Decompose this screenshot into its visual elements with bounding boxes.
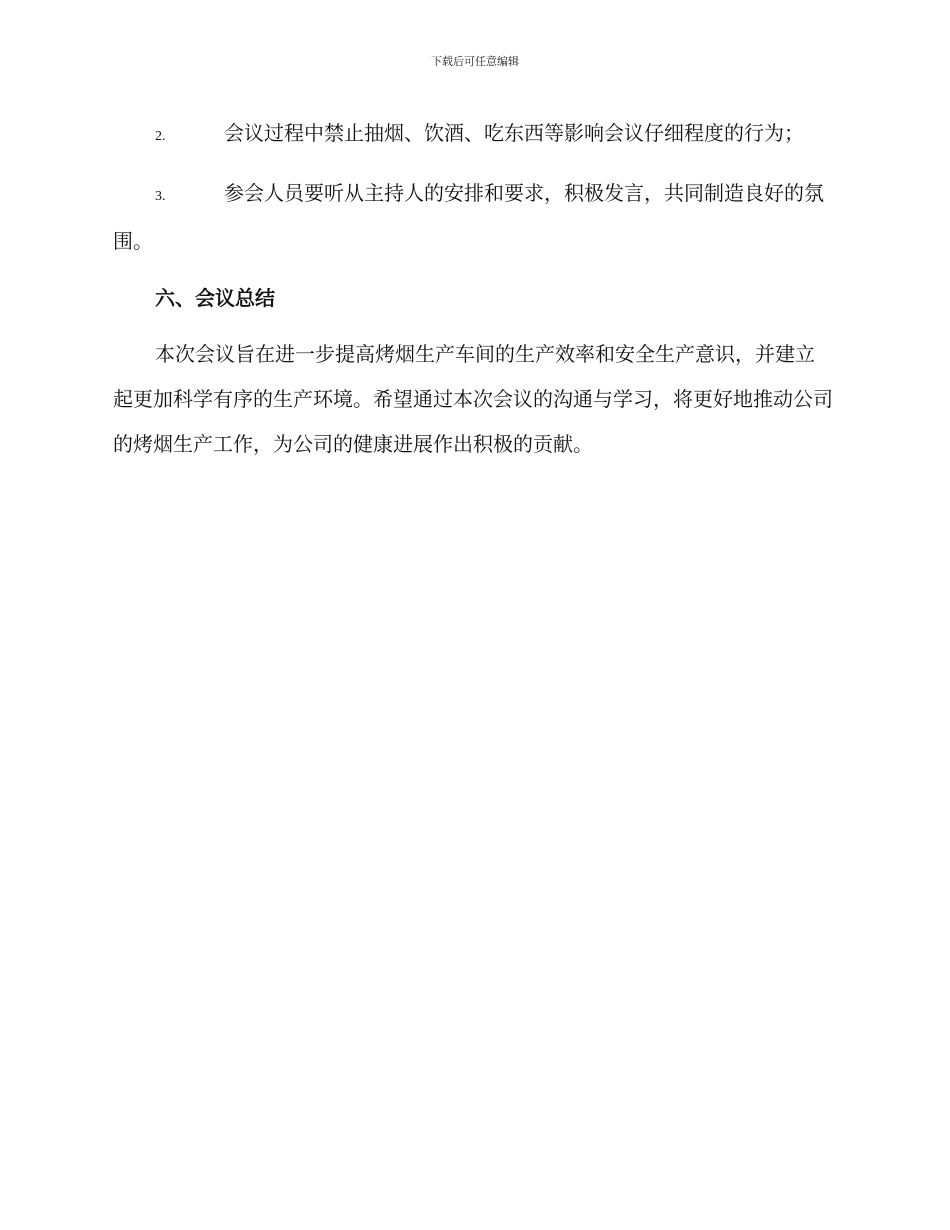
list-item-text: 会议过程中禁止抽烟、饮酒、吃东西等影响会议仔细程度的行为； (224, 121, 804, 145)
list-item (113, 171, 833, 264)
list-item-text: 参会人员要听从主持人的安排和要求，积极发言，共同制造良好的氛围。 (113, 181, 824, 253)
summary-paragraph: 本次会议旨在进一步提高烤烟生产车间的生产效率和安全生产意识，并建立起更加科学有序的生产环境。希望通过本次会议的沟通与学习，将更好地推动公司的烤烟生产工作，为公司的健康进展作出积极的贡献。 (113, 342, 833, 456)
list-item-number: 3. (155, 189, 166, 204)
page-header: 下载后可任意编辑 (431, 55, 519, 68)
section-heading: 六、会议总结 (155, 286, 275, 310)
list-item-number: 2. (155, 129, 166, 144)
list-item (113, 111, 833, 159)
document-body (113, 111, 833, 467)
